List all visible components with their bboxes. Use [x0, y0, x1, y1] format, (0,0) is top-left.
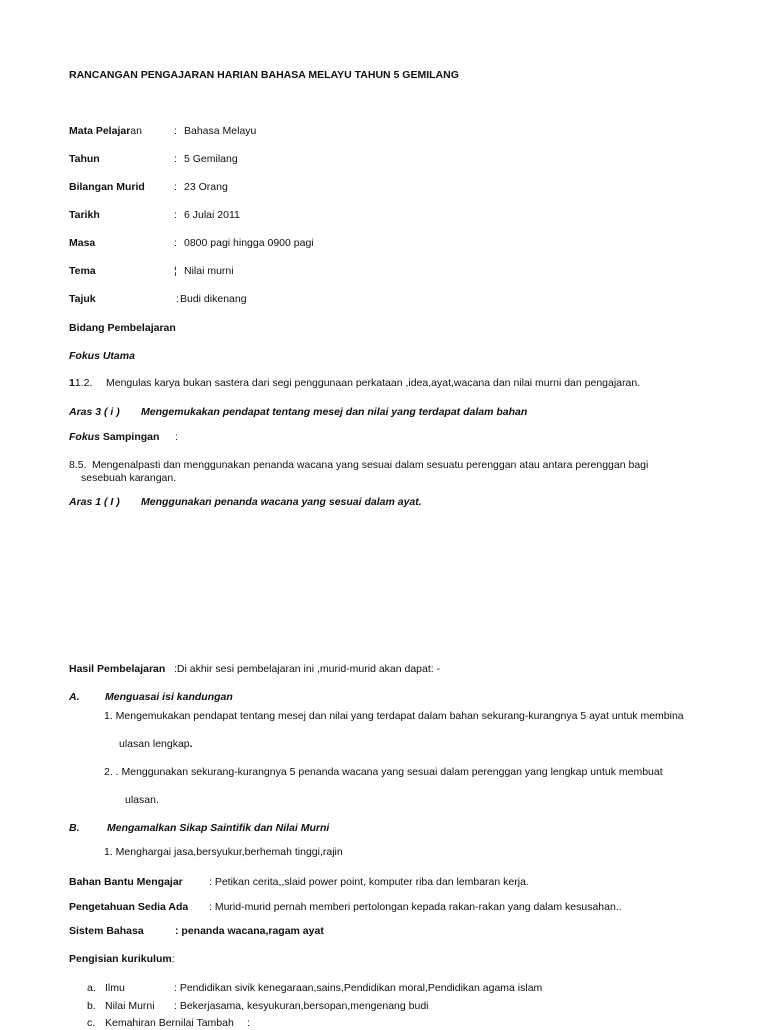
item-name: Kemahiran Bernilai Tambah: [105, 1017, 234, 1029]
info-label: Mata Pelajar: [69, 125, 131, 137]
aras-label: Aras 1 ( I ): [69, 496, 120, 508]
item-text-line1: 1. Mengemukakan pendapat tentang mesej dan nilai yang terdapat dalam bahan sekurang-kurangnya 5 ayat untuk membina: [104, 710, 684, 722]
bahan-text: : Petikan cerita,,slaid power point, komputer riba dan lembaran kerja.: [209, 876, 529, 888]
info-value: Nilai murni: [184, 265, 234, 277]
info-separator: :: [174, 237, 177, 249]
pengetahuan-label: Pengetahuan Sedia Ada: [69, 901, 189, 913]
info-label: Tahun: [69, 153, 100, 165]
info-separator: :: [176, 293, 179, 305]
info-label-rest: an: [130, 125, 142, 137]
pengetahuan-row: [69, 901, 622, 914]
info-value: 6 Julai 2011: [184, 209, 240, 221]
item-name: Nilai Murni: [105, 1000, 155, 1012]
section-a-heading: [69, 691, 233, 704]
info-separator: :: [174, 153, 177, 165]
info-label: Tema: [69, 265, 96, 277]
document-title: RANCANGAN PENGAJARAN HARIAN BAHASA MELAYU TAHUN 5 GEMILANG: [69, 69, 459, 81]
section-a-item-2-cont: [125, 794, 159, 807]
item-text-dot: .: [189, 738, 193, 750]
kurikulum-item-a: [87, 982, 543, 995]
fokus-utama-heading: Fokus Utama: [69, 350, 135, 362]
info-separator: ¦: [174, 265, 177, 277]
item-name: Ilmu: [105, 982, 125, 994]
section-a-item-1-cont: [119, 738, 193, 751]
item-text-line2: sesebuah karangan.: [81, 472, 177, 484]
info-value: 0800 pagi hingga 0900 pagi: [184, 237, 314, 249]
item-letter: a.: [87, 982, 96, 994]
pengisian-label: Pengisian kurikulum: [69, 953, 172, 965]
aras1-line: [69, 496, 422, 509]
info-separator: :: [174, 209, 177, 221]
item-text: :: [247, 1017, 250, 1029]
item-number: 8.5.: [69, 459, 87, 471]
hasil-label: Hasil Pembelajaran: [69, 663, 166, 675]
item-text-line1: 2. . Menggunakan sekurang-kurangnya 5 penanda wacana yang sesuai dalam perenggan yang lengkap untuk membuat: [104, 766, 663, 778]
sistem-label: Sistem Bahasa: [69, 925, 144, 937]
sistem-text: : penanda wacana,ragam ayat: [175, 925, 324, 937]
fokus-utama-item: [69, 377, 641, 390]
hasil-text: :Di akhir sesi pembelajaran ini ,murid-murid akan dapat: -: [174, 663, 441, 675]
aras-text: Menggunakan penanda wacana yang sesuai dalam ayat.: [141, 496, 422, 508]
info-separator: :: [174, 181, 177, 193]
info-value: 5 Gemilang: [184, 153, 238, 165]
aras-text: Mengemukakan pendapat tentang mesej dan nilai yang terdapat dalam bahan: [141, 406, 528, 418]
bahan-bantu-row: [69, 876, 529, 889]
section-b-heading: [69, 822, 330, 835]
bahan-label: Bahan Bantu Mengajar: [69, 876, 183, 888]
item-letter: c.: [87, 1017, 96, 1029]
bidang-heading: Bidang Pembelajaran: [69, 322, 176, 334]
fokus-sampingan-colon: :: [175, 431, 178, 443]
aras3-line: [69, 406, 528, 419]
kurikulum-item-b: [87, 1000, 429, 1013]
info-label: Tarikh: [69, 209, 100, 221]
item-text-line1: Mengenalpasti dan menggunakan penanda wacana yang sesuai dalam sesuatu perenggan atau antara perenggan bagi: [92, 459, 649, 471]
section-b-item-1: 1. Menghargai jasa,bersyukur,berhemah tinggi,rajin: [104, 846, 343, 858]
section-a-item-1: [104, 710, 684, 723]
info-label: Bilangan Murid: [69, 181, 145, 193]
fokus-sampingan-item: [69, 459, 649, 484]
info-label: Tajuk: [69, 293, 96, 305]
info-value: 23 Orang: [184, 181, 228, 193]
pengisian-heading: [69, 953, 175, 966]
fokus-sampingan-heading: [69, 431, 178, 444]
sistem-bahasa-row: [69, 925, 324, 938]
pengetahuan-text: : Murid-murid pernah memberi pertolongan kepada rakan-rakan yang dalam kesusahan..: [209, 901, 622, 913]
info-value: Budi dikenang: [180, 293, 247, 305]
item-letter: b.: [87, 1000, 96, 1012]
item-text: Mengulas karya bukan sastera dari segi penggunaan perkataan ,idea,ayat,wacana dan nilai murni dan pengajaran.: [106, 377, 641, 389]
section-title: Menguasai isi kandungan: [105, 691, 233, 703]
info-separator: :: [174, 125, 177, 137]
item-number: 1.2.: [74, 377, 93, 389]
item-text-line2: ulasan lengkap: [119, 738, 190, 750]
info-label: Masa: [69, 237, 96, 249]
item-text: : Pendidikan sivik kenegaraan,sains,Pendidikan moral,Pendidikan agama islam: [174, 982, 543, 994]
hasil-pembelajaran: [69, 663, 441, 676]
sampingan-label: Sampingan: [99, 431, 160, 443]
section-letter: A.: [69, 691, 80, 703]
info-value: Bahasa Melayu: [184, 125, 257, 137]
item-text-line2: ulasan.: [125, 794, 159, 806]
aras-label: Aras 3 ( i ): [69, 406, 120, 418]
section-title: Mengamalkan Sikap Saintifik dan Nilai Murni: [107, 822, 330, 834]
fokus-label: Fokus: [69, 431, 100, 443]
item-number-bold: 1: [69, 377, 75, 389]
section-a-item-2: [104, 766, 663, 779]
item-text: : Bekerjasama, kesyukuran,bersopan,mengenang budi: [174, 1000, 429, 1012]
pengisian-colon: :: [171, 953, 175, 965]
section-letter: B.: [69, 822, 80, 834]
